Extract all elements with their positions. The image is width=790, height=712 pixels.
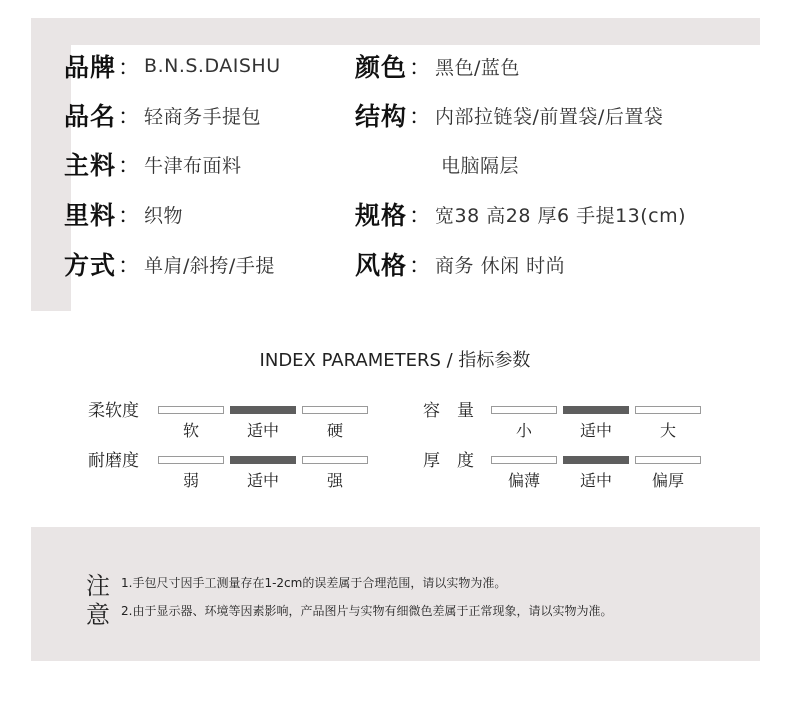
spec-key: 主料 bbox=[64, 151, 117, 180]
spec-key: 方式 bbox=[64, 251, 117, 280]
index-title: INDEX PARAMETERS / 指标参数 bbox=[259, 350, 531, 371]
spec-value: 牛津布面料 bbox=[144, 154, 242, 177]
meter-option-label: 弱 bbox=[182, 471, 199, 490]
note-line: 1.手包尺寸因手工测量存在1-2cm的误差属于合理范围，请以实物为准。 bbox=[121, 576, 507, 590]
meter-segment bbox=[158, 406, 224, 414]
spec-colon: ： bbox=[409, 55, 432, 81]
spec-value: 黑色/蓝色 bbox=[435, 56, 520, 79]
spec-colon: ： bbox=[118, 55, 141, 81]
spec-structure-extra bbox=[441, 144, 519, 184]
meter-label: 柔软度 bbox=[88, 401, 139, 421]
note-line: 2.由于显示器、环境等因素影响，产品图片与实物有细微色差属于正常现象，请以实物为准。 bbox=[121, 604, 613, 618]
meter-option-label: 偏厚 bbox=[651, 471, 684, 490]
spec-key: 规格 bbox=[355, 201, 408, 230]
meter-label: 容 量 bbox=[423, 401, 474, 421]
spec-colon: ： bbox=[409, 104, 432, 130]
meter-option-label: 适中 bbox=[246, 421, 279, 440]
spec-structure bbox=[355, 95, 663, 135]
spec-value: 内部拉链袋/前置袋/后置袋 bbox=[435, 105, 664, 128]
spec-carry bbox=[64, 244, 275, 284]
spec-key: 风格 bbox=[355, 251, 408, 280]
spec-lining bbox=[64, 194, 183, 234]
note-heading-char: 注 bbox=[86, 572, 110, 600]
meter-option-label: 适中 bbox=[246, 471, 279, 490]
spec-size bbox=[355, 194, 686, 234]
meter-option-label: 强 bbox=[326, 471, 343, 490]
spec-key: 品名 bbox=[64, 102, 117, 131]
note-heading-char: 意 bbox=[86, 601, 110, 629]
note-panel bbox=[31, 527, 760, 661]
meter-segment bbox=[158, 456, 224, 464]
spec-colon: ： bbox=[118, 203, 141, 229]
meter-label: 厚 度 bbox=[423, 451, 474, 471]
spec-colon: ： bbox=[409, 253, 432, 279]
spec-value: 宽38 高28 厚6 手提13(cm) bbox=[435, 204, 687, 227]
meter-option-label: 适中 bbox=[579, 471, 612, 490]
spec-color bbox=[355, 46, 520, 86]
spec-style bbox=[355, 244, 565, 284]
meter-option-label: 小 bbox=[515, 421, 532, 440]
spec-value: 电脑隔层 bbox=[441, 154, 520, 177]
meter-option-label: 大 bbox=[659, 421, 676, 440]
spec-value: 轻商务手提包 bbox=[144, 105, 262, 128]
meter-segment-active bbox=[563, 456, 629, 464]
spec-value: 织物 bbox=[144, 204, 184, 227]
meter-option-label: 硬 bbox=[326, 421, 343, 440]
spec-material bbox=[64, 144, 242, 184]
meter-segment-active bbox=[563, 406, 629, 414]
spec-key: 品牌 bbox=[64, 53, 117, 82]
meter-segment bbox=[635, 406, 701, 414]
meter-label: 耐磨度 bbox=[88, 451, 139, 471]
spec-colon: ： bbox=[118, 153, 141, 179]
meter-segment bbox=[491, 456, 557, 464]
spec-colon: ： bbox=[409, 203, 432, 229]
spec-value: B.N.S.DAISHU bbox=[144, 55, 281, 77]
meter-segment bbox=[302, 456, 368, 464]
spec-name bbox=[64, 95, 261, 135]
spec-value: 单肩/斜挎/手提 bbox=[144, 254, 275, 277]
meter-option-label: 适中 bbox=[579, 421, 612, 440]
spec-key: 颜色 bbox=[355, 53, 408, 82]
meter-segment bbox=[635, 456, 701, 464]
meter-segment bbox=[302, 406, 368, 414]
spec-key: 结构 bbox=[355, 102, 408, 131]
spec-colon: ： bbox=[118, 104, 141, 130]
meter-option-label: 软 bbox=[182, 421, 199, 440]
meter-segment-active bbox=[230, 406, 296, 414]
meter-segment bbox=[491, 406, 557, 414]
spec-key: 里料 bbox=[64, 201, 117, 230]
spec-value: 商务 休闲 时尚 bbox=[435, 254, 566, 277]
meter-segment-active bbox=[230, 456, 296, 464]
spec-colon: ： bbox=[118, 253, 141, 279]
meter-option-label: 偏薄 bbox=[507, 471, 540, 490]
spec-brand bbox=[64, 46, 281, 86]
